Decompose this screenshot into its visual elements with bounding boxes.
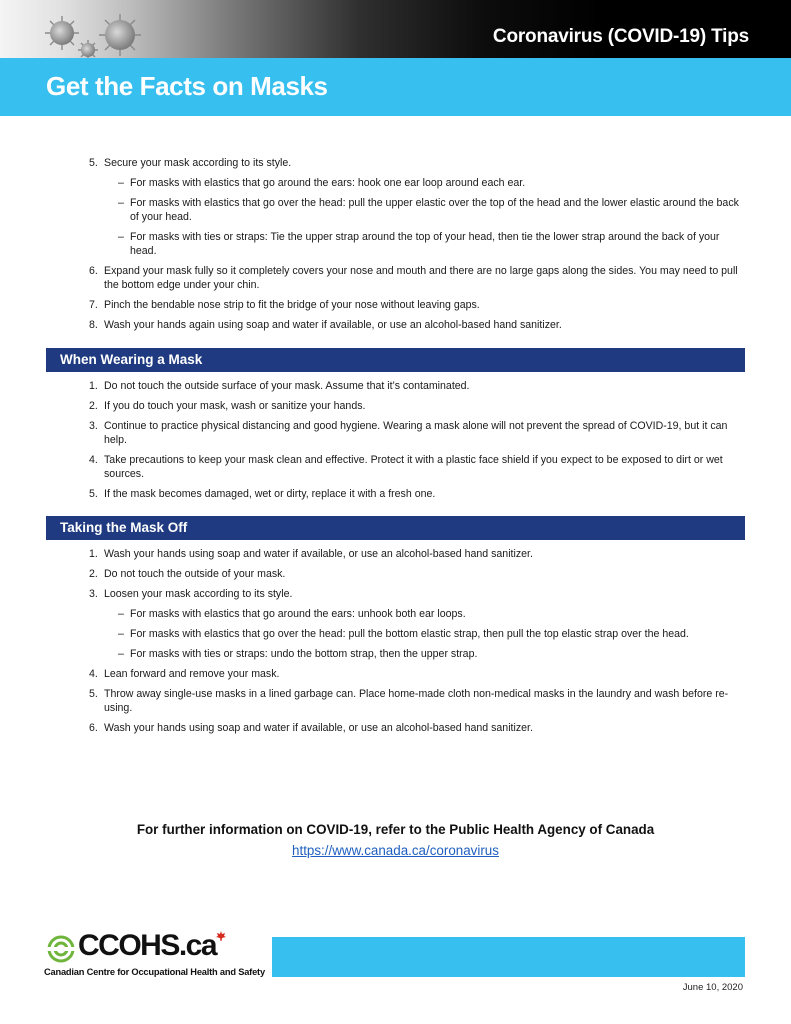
step-number: 5. xyxy=(89,488,98,500)
step-text: Wash your hands using soap and water if available, or use an alcohol-based hand sanitizer. xyxy=(104,722,533,734)
sub-list xyxy=(104,607,745,661)
step-text: Wash your hands again using soap and water if available, or use an alcohol-based hand sanitizer. xyxy=(104,319,562,331)
step-number: 6. xyxy=(89,265,98,277)
further-info-text: For further information on COVID-19, refer to the Public Health Agency of Canada xyxy=(136,822,655,837)
title-band xyxy=(0,58,791,116)
step-text: Do not touch the outside surface of your mask. Assume that it’s contaminated. xyxy=(104,380,470,392)
sub-item xyxy=(104,196,745,224)
step-number: 8. xyxy=(89,319,98,331)
step-text: Pinch the bendable nose strip to fit the bridge of your nose without leaving gaps. xyxy=(104,299,480,311)
step-text: If the mask becomes damaged, wet or dirty, replace it with a fresh one. xyxy=(104,488,436,500)
dash-marker: – xyxy=(118,197,124,209)
step-number: 7. xyxy=(89,299,98,311)
list-item xyxy=(0,453,791,481)
step-text: Wash your hands using soap and water if available, or use an alcohol-based hand sanitizer. xyxy=(104,548,533,560)
wearing-list xyxy=(0,379,791,501)
step-number: 3. xyxy=(89,420,98,432)
sub-item xyxy=(104,647,745,661)
list-item xyxy=(0,547,791,561)
list-item xyxy=(0,264,791,292)
putting-on-list xyxy=(0,156,791,332)
logo-ca: .ca xyxy=(178,929,217,962)
list-item xyxy=(0,721,791,735)
dash-marker: – xyxy=(118,177,124,189)
footer-band xyxy=(272,937,745,977)
list-item xyxy=(0,318,791,332)
step-number: 2. xyxy=(89,568,98,580)
dash-marker: – xyxy=(118,231,124,243)
step-number: 6. xyxy=(89,722,98,734)
step-text: Take precautions to keep your mask clean and effective. Protect it with a plastic face shield if you expect to be exposed to dirt or wet sources. xyxy=(104,454,723,480)
step-number: 5. xyxy=(89,157,98,169)
logo-subtitle: Canadian Centre for Occupational Health and Safety xyxy=(44,967,265,977)
list-item xyxy=(0,487,791,501)
taking-off-section xyxy=(0,547,791,741)
series-title: Coronavirus (COVID-19) Tips xyxy=(492,26,749,47)
ccohs-symbol-icon xyxy=(46,935,76,963)
section-heading-wearing: When Wearing a Mask xyxy=(46,348,745,372)
sub-item xyxy=(104,607,745,621)
step-number: 4. xyxy=(89,454,98,466)
further-info xyxy=(0,822,791,860)
step-text: Continue to practice physical distancing and good hygiene. Wearing a mask alone will not prevent the spread of COVID-19, but it can help. xyxy=(104,420,728,446)
list-item xyxy=(0,687,791,715)
step-text: Lean forward and remove your mask. xyxy=(104,668,280,680)
sub-item xyxy=(104,230,745,258)
phac-link[interactable]: https://www.canada.ca/coronavirus xyxy=(292,843,499,858)
list-item xyxy=(0,399,791,413)
list-item xyxy=(0,379,791,393)
list-item xyxy=(0,667,791,681)
header-band xyxy=(0,0,791,58)
wearing-section xyxy=(0,379,791,507)
logo-ccohs: CCOHS xyxy=(78,929,179,962)
sub-text: For masks with elastics that go over the head: pull the upper elastic over the top of the head and the lower elastic around the back of your head. xyxy=(130,197,739,223)
step-text: Loosen your mask according to its style. xyxy=(104,588,293,600)
logo-wordmark xyxy=(78,929,216,963)
sub-text: For masks with ties or straps: undo the bottom strap, then the upper strap. xyxy=(130,648,478,660)
step-number: 1. xyxy=(89,380,98,392)
list-item xyxy=(0,156,791,258)
step-text: If you do touch your mask, wash or sanitize your hands. xyxy=(104,400,366,412)
sub-item xyxy=(104,176,745,190)
step-number: 4. xyxy=(89,668,98,680)
putting-on-section xyxy=(0,156,791,338)
sub-text: For masks with elastics that go around the ears: hook one ear loop around each ear. xyxy=(130,177,526,189)
dash-marker: – xyxy=(118,628,124,640)
sub-text: For masks with ties or straps: Tie the upper strap around the top of your head, then tie the lower strap around the back of your head. xyxy=(130,231,720,257)
list-item xyxy=(0,567,791,581)
list-item xyxy=(0,587,791,661)
step-text: Do not touch the outside of your mask. xyxy=(104,568,286,580)
step-text: Secure your mask according to its style. xyxy=(104,157,292,169)
step-number: 5. xyxy=(89,688,98,700)
list-item xyxy=(0,419,791,447)
step-number: 1. xyxy=(89,548,98,560)
sub-text: For masks with elastics that go over the head: pull the bottom elastic strap, then pull the top elastic strap over the head. xyxy=(130,628,689,640)
ccohs-logo xyxy=(44,929,265,983)
step-number: 3. xyxy=(89,588,98,600)
page-title: Get the Facts on Masks xyxy=(46,71,328,101)
sub-item xyxy=(104,627,745,641)
publication-date: June 10, 2020 xyxy=(682,982,743,993)
section-heading-taking-off: Taking the Mask Off xyxy=(46,516,745,540)
coronavirus-icon xyxy=(40,10,150,58)
step-number: 2. xyxy=(89,400,98,412)
taking-off-list xyxy=(0,547,791,735)
dash-marker: – xyxy=(118,608,124,620)
list-item xyxy=(0,298,791,312)
dash-marker: – xyxy=(118,648,124,660)
sub-text: For masks with elastics that go around the ears: unhook both ear loops. xyxy=(130,608,466,620)
step-text: Expand your mask fully so it completely covers your nose and mouth and there are no large gaps along the sides. You may need to pull the bottom edge under your chin. xyxy=(104,265,738,291)
sub-list xyxy=(104,176,745,258)
step-text: Throw away single-use masks in a lined garbage can. Place home-made cloth non-medical masks in the laundry and wash before re-using. xyxy=(104,688,729,714)
maple-leaf-icon xyxy=(216,931,226,941)
